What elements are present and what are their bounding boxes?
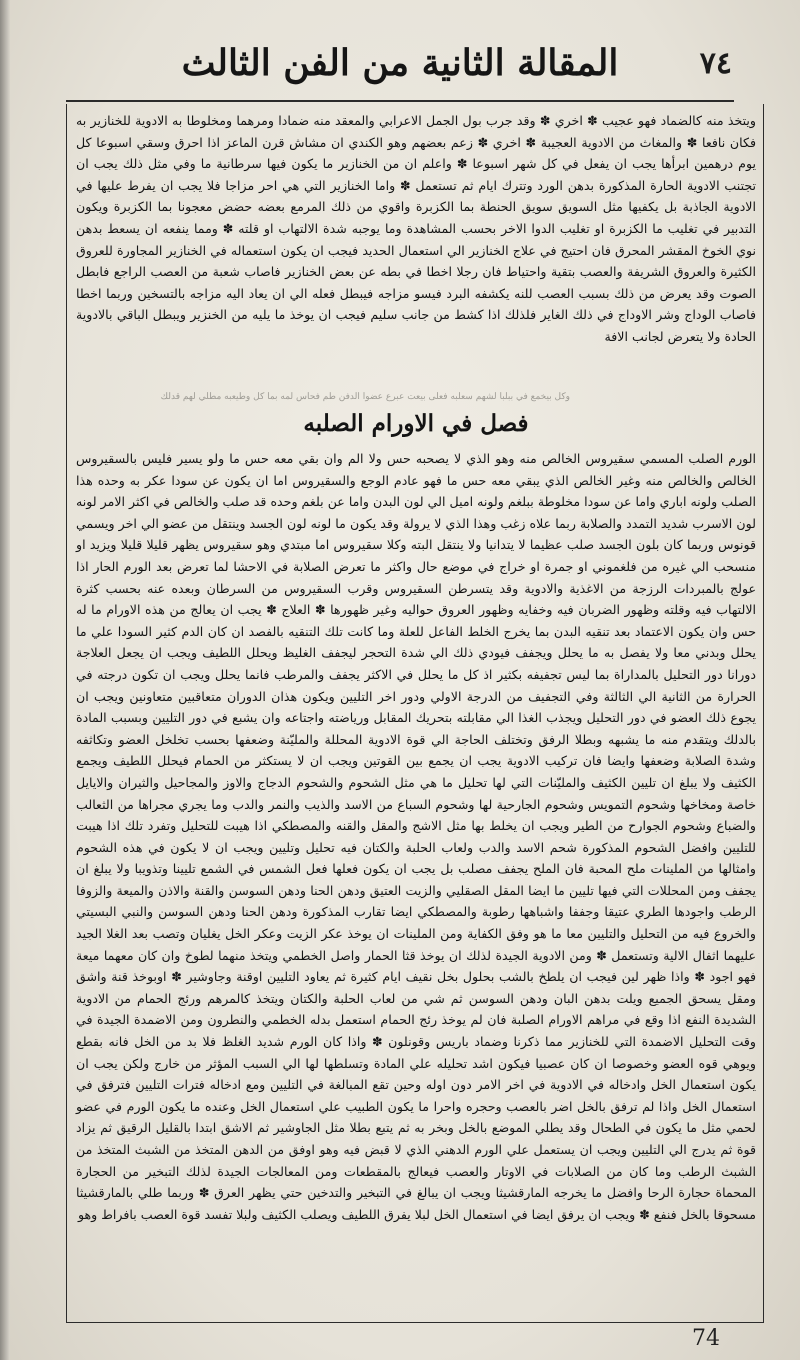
faded-marginal-note: وكل بيخمع في ببلبا لشهم سعلبه فعلى بيعت عبرع عضوا الدفن طم فحاس لمه بما كل وطيعبه مطلي لهم قدلك — [160, 392, 570, 402]
section-heading: فصل في الاورام الصلبه — [303, 410, 529, 437]
main-text-block — [76, 110, 756, 1222]
paragraph-hard-swellings: الورم الصلب المسمي سقيروس الخالص منه وهو الذي لا يصحبه حس ولا الم وان بقي معه حس ما ولو يسير فليس بالسقيروس الخالص والخالص منه وغير الخالص الذي يبقي معه حس ما فهو عادم الوجع والسقيروس اما ان يكون عن سودا عكر به وحده هذا الصلب ولونه اباري واما عن سودا مخلوطة ببلغم ولونه اميل الي لون البدن واما عن بلغم وحده قد صلب والخالص في اكثر الامر لونه لون الاسرب شديد التمدد والصلابة ربما علاه زغب وهذا الذي لا يرولة وقد يكون ما لونه لون الجسد وينتقل من عضو الي اخر ويسمي قونوس وربما كان بلون الجسد صلب عظيما لا يتدانيا ولا ينتقل البته وكلا سقيروس اما مبتدي وهو سقيروس يظهر قليلا قليلا ويزيد او منسحب الي غيره من فلغموني او جمرة او خراج في موضع حال واكثر ما تعرض الصلابة في الاحشا لما تعرض بعد الورم الحار اذا عولج بالمبردات الرزجة من الاغذية والادوية وقد يتسرطن السقيروس وقرب السقيروس من السرطان وبعده عنه بحسب كثرة الالتهاب فيه وقلته وظهور الضربان فيه وخفايه وظهور العروق حواليه وغير ظهورها ✽ العلاج ✽ يجب ان يعالج من هذه الاورام ما له حس وان يكون الاعتماد بعد تنقيه البدن بما يخرج الخلط الفاعل للعلة وما كانت تلك التنقيه بالفصد ان كان الدم كثير السودا علي ما يحلل وبدني معا ولا يفصل به ما يحلل ويجفف فيودي ذلك الي شدة التحجر ليجفف الغليظ ويحلل اللطيف ويجب ان يجعل العلاجة دورانا دور التحليل بالمداراة بما ليس تجفيفه بكثير اذ كل ما يحلل في الاكثر يجفف والمرطب فانما يحلل ويجب ان تكون درجته في الحرارة من الثانية الي الثالثة وفي التجفيف من الدرجة الاولي ودور اخر التليين ويكون هذان الدوران متعاقبين متعاونين ويجب ان يجوع ذلك العضو في دور التحليل ويجذب الغذا الي مقابلته بتحريك المقابل ورياضته واجتاعه وان يشبع في دور التليين وبسبب المادة بالدلك ويتقدم منه ما يشبهه وبطلا الرفق وتختلف الحاجة الي قوة الادوية المحللة والمليّنة وضعفها بحسب تخلخل العضو وتكاثفه وشدة الصلابة وضعفها وايضا فان تركيب الادوية يجب ان يجمع بين القوتين ويجب ان لا يستكثر من الحمام فيحلل اللطيف ويجمع الكثيف ولا يبلغ ان تليين الكثيف والمليّنات التي لها تحليل ما هي مثل الشحوم والشحوم الدجاج والاوز والمجاحيل والثيران والايايل خاصة ومخاخها وشحوم التمويس وشحوم الجارحية لها وشحوم السباع من الاسد والذيب والنمر والدب وما يجري مجراها من الثعالب والضباع وشحوم الجوارح من الطير ويجب ان يخلط بها مثل الاشج والمقل والقنه والمصطكي اذا هيبت للتحليل وتفرد تلك اذا هيبت للتليين وافضل الشحوم المذكورة شحم الاسد والدب ولعاب الحلبة والكتان فيه تحليل وتليين ويجب ان لا يكون في هذه الشحوم وامثالها من الملينات ملح المحبة فان الملح يجفف مصلب بل يجب ان يكون فعلها فعل الشمس في الشمع تليينا وتذويبا ولا يبلغ ان يجفف ومن المحللات التي فيها تليين ما ايضا المقل الصقليي والزيت العتيق ودهن الحنا ودهن السوسن والقنة والاذن والميعة والزوفا الرطب واجودها الطري عتيقا وجففا واشباهها رطوبة والمصطكي ايضا تقارب المذكورة ودهن الحنا ودهن السوسن والنبي البسيتي والخروع فيه من التحليل والتليين معا ما هو وفق الكفاية ومن الملينات ان يوخذ عكر الزيت وعكر الخل يغليان وتصب بعد الغلا الجيد عليهما اثفال الالية وتستعمل ✽ ومن الادوية الجيدة لذلك ان يوخذ قثا الحمار واصل الخطمي ويتخذ منهما لطوخ وان كان معهما ميعة فهو اجود ✽ واذا ظهر لين فيجب ان يلطخ بالشب بحلول بخل نقيف ايام كثيرة ثم يعاود التليين اوقنة وجاوشير ✽ اوبوخذ قنة واشق ومقل يسحق الجميع ويلت بدهن البان ودهن السوسن ثم شي من لعاب الحلبة والكتان ويتخذ كالمرهم ورئج الحمام من الادوية الشديدة النفع اذا وقع في مراهم الاورام الصلبة فان لم يوخذ رئج الحمام استعمل بدله الخطمي والنطرون ومن الاضمدة الجيدة في وقت التحليل الاضمدة التي للخنازير مما ذكرنا وضماد باريس وقونلون ✽ واذا كان الورم شديد الغلظ فلا بد من الخل فانه بقطع ويوهي قوه العضو وخصوصا ان كان عصبيا فيكون اشد تحليله علي المادة وتسلطها لها الي السبب المؤثر من خارج ولكن يجب ان يكون استعمال الخل وادخاله في الادوية في اخر الامر دون اوله وحين تقع المبالغة في التليين ومع ادخاله فترات التليين فترفق في استعمال الخل واذا لم ترفق بالخل اضر بالعصب وحجره واحرا ما يكون الطبيب علي استعمال الخل وعنده ما يكون الورم في عضو لحمي مثل ما يكون في الطحال وقد يطلي الموضع بالخل وبخر به ثم يتبع بطلا مثل الجاوشير ثم الاشق ابتدا بالقليل الرقيق ثم يزاد قوة ثم يدرج الي التليين ويجب ان يستعمل علي الورم الدهني الذي لا قبض فيه وهو اوفق من الدهن المتخذ من الشبث المتخذ من الشبث الرطب وما كان من الصلابات في الاوتار والعصب فيعالج بالمقطعات ومن المعالجات الجيدة لذلك التبخير من الحجارة المحماة حجارة الرحا وافضل ما يخرجه المارقشيثا ويجب ان يبالغ في التبخير والتدخين حتي يظهر العرق ✽ وربما طلي بالمارقشيثا مسحوقا بالخل فنفع ✽ ويجب ان يرفق ايضا في استعمال الخل لبلا يفرق اللطيف ويصلب الكثيف ولبلا تفسد قوة العصب بافراط وهو — [76, 451, 756, 1222]
paragraph-scrofula-remedies: ويتخذ منه كالضماد فهو عجيب ✽ اخري ✽ وقد جرب بول الجمل الاعرابي والمعقد منه ضمادا ومرهما ومخلوطا به الادوية للخنازير به فكان نافعا ✽ والمغاث من الادوية العجيبة ✽ اخري ✽ زعم بعضهم وهو الكندي ان مشاش قرن الماعز اذا احرق وسقي اسبوعا كل يوم درهمين ابرأها يجب ان يفعل في كل شهر اسبوعا ✽ واعلم ان من الخنازير ما يكون فيها سرطانية ما وفي مثل ذلك يجب ان تجتنب الادوية الحارة المذكورة بدهن الورد وتترك ايام ثم تستعمل ✽ واما الخنازير التي هي احر مزاجا فلا يجب ان يفرط عليها في الادوية الجاذبة بل يكفيها مثل السويق سويق الحنطة بما الكزبرة واقوي من ذلك المرمع بعضه حضض معجونا بما الكزبرة ويكون التدبير في تغليب ما الكزبرة او تغليب الدوا الاخر بحسب المشاهدة وما يوجبه شدة الالتهاب او قلته ✽ ومما ينفعه ان يسعط بدهن نوي الخوخ المقشر المحرق فان احتيج في علاج الخنازير الي استعمال الحديد فيجب ان يكون استعماله في الخنازير المجاورة للعروق الكثيرة والعروق الشريفة والعصب بتقية واحتياط فان رجلا اخطا في بطه عن بعض الخنازير فاصاب شعبة من العصب الراجع فابطل الصوت وقد يعرض من ذلك بسبب العصب للنه يكشفه البرد فيسو مزاجه فيبطل فعله الي ان يعاد اليه مزاجه بالتسخين وربما اخطا فاصاب الوداج وشر الاوداج في ذلك الغاير فلذلك اذا كشط من جانب سليم فيجب ان يوخذ ما يليه من الخنزير ويبطل الباقي بالادوية الحادة ولا يتعرض لجانب الافة — [76, 113, 756, 344]
page-binding-shadow — [0, 0, 10, 1360]
page-number-bottom: 74 — [692, 1326, 720, 1351]
running-title: المقالة الثانية من الفن الثالث — [181, 42, 619, 84]
page-header — [60, 42, 740, 96]
header-rule — [66, 100, 734, 102]
page-number-top: ٧٤ — [699, 46, 732, 81]
